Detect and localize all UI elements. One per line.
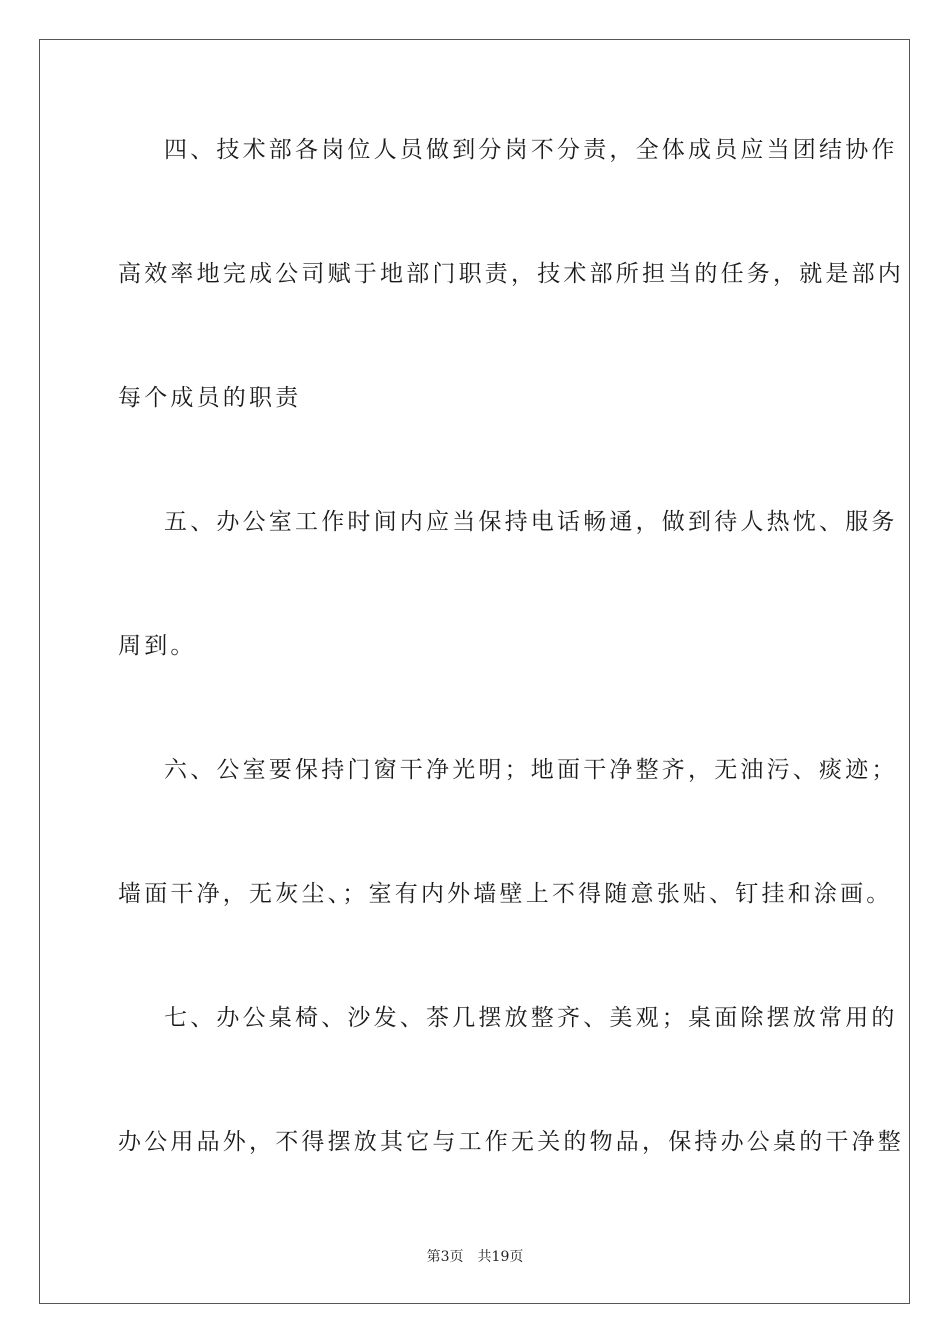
paragraph-4-line-1: 四、技术部各岗位人员做到分岗不分责，全体成员应当团结协作 [164,137,898,163]
paragraph-6-line-2: 墙面干净，无灰尘、；室有内外墙壁上不得随意张贴、钉挂和涂画。 [118,881,893,907]
page-total: 共19页 [477,1249,524,1265]
paragraph-5-line-1: 五、办公室工作时间内应当保持电话畅通，做到待人热忱、服务 [164,509,898,535]
page-footer [0,1247,950,1267]
paragraph-6-line-1: 六、公室要保持门窗干净光明；地面干净整齐，无油污、痰迹； [164,757,898,783]
paragraph-7-line-1: 七、办公桌椅、沙发、茶几摆放整齐、美观；桌面除摆放常用的 [164,1005,898,1031]
paragraph-5-line-2: 周到。 [118,633,197,659]
paragraph-7-line-2: 办公用品外，不得摆放其它与工作无关的物品，保持办公桌的干净整 [118,1129,904,1155]
paragraph-4-line-3: 每个成员的职责 [118,385,302,411]
paragraph-4-line-2: 高效率地完成公司赋于地部门职责，技术部所担当的任务，就是部内 [118,261,904,287]
page-number: 第3页 [426,1249,464,1265]
page-frame [39,39,910,1304]
